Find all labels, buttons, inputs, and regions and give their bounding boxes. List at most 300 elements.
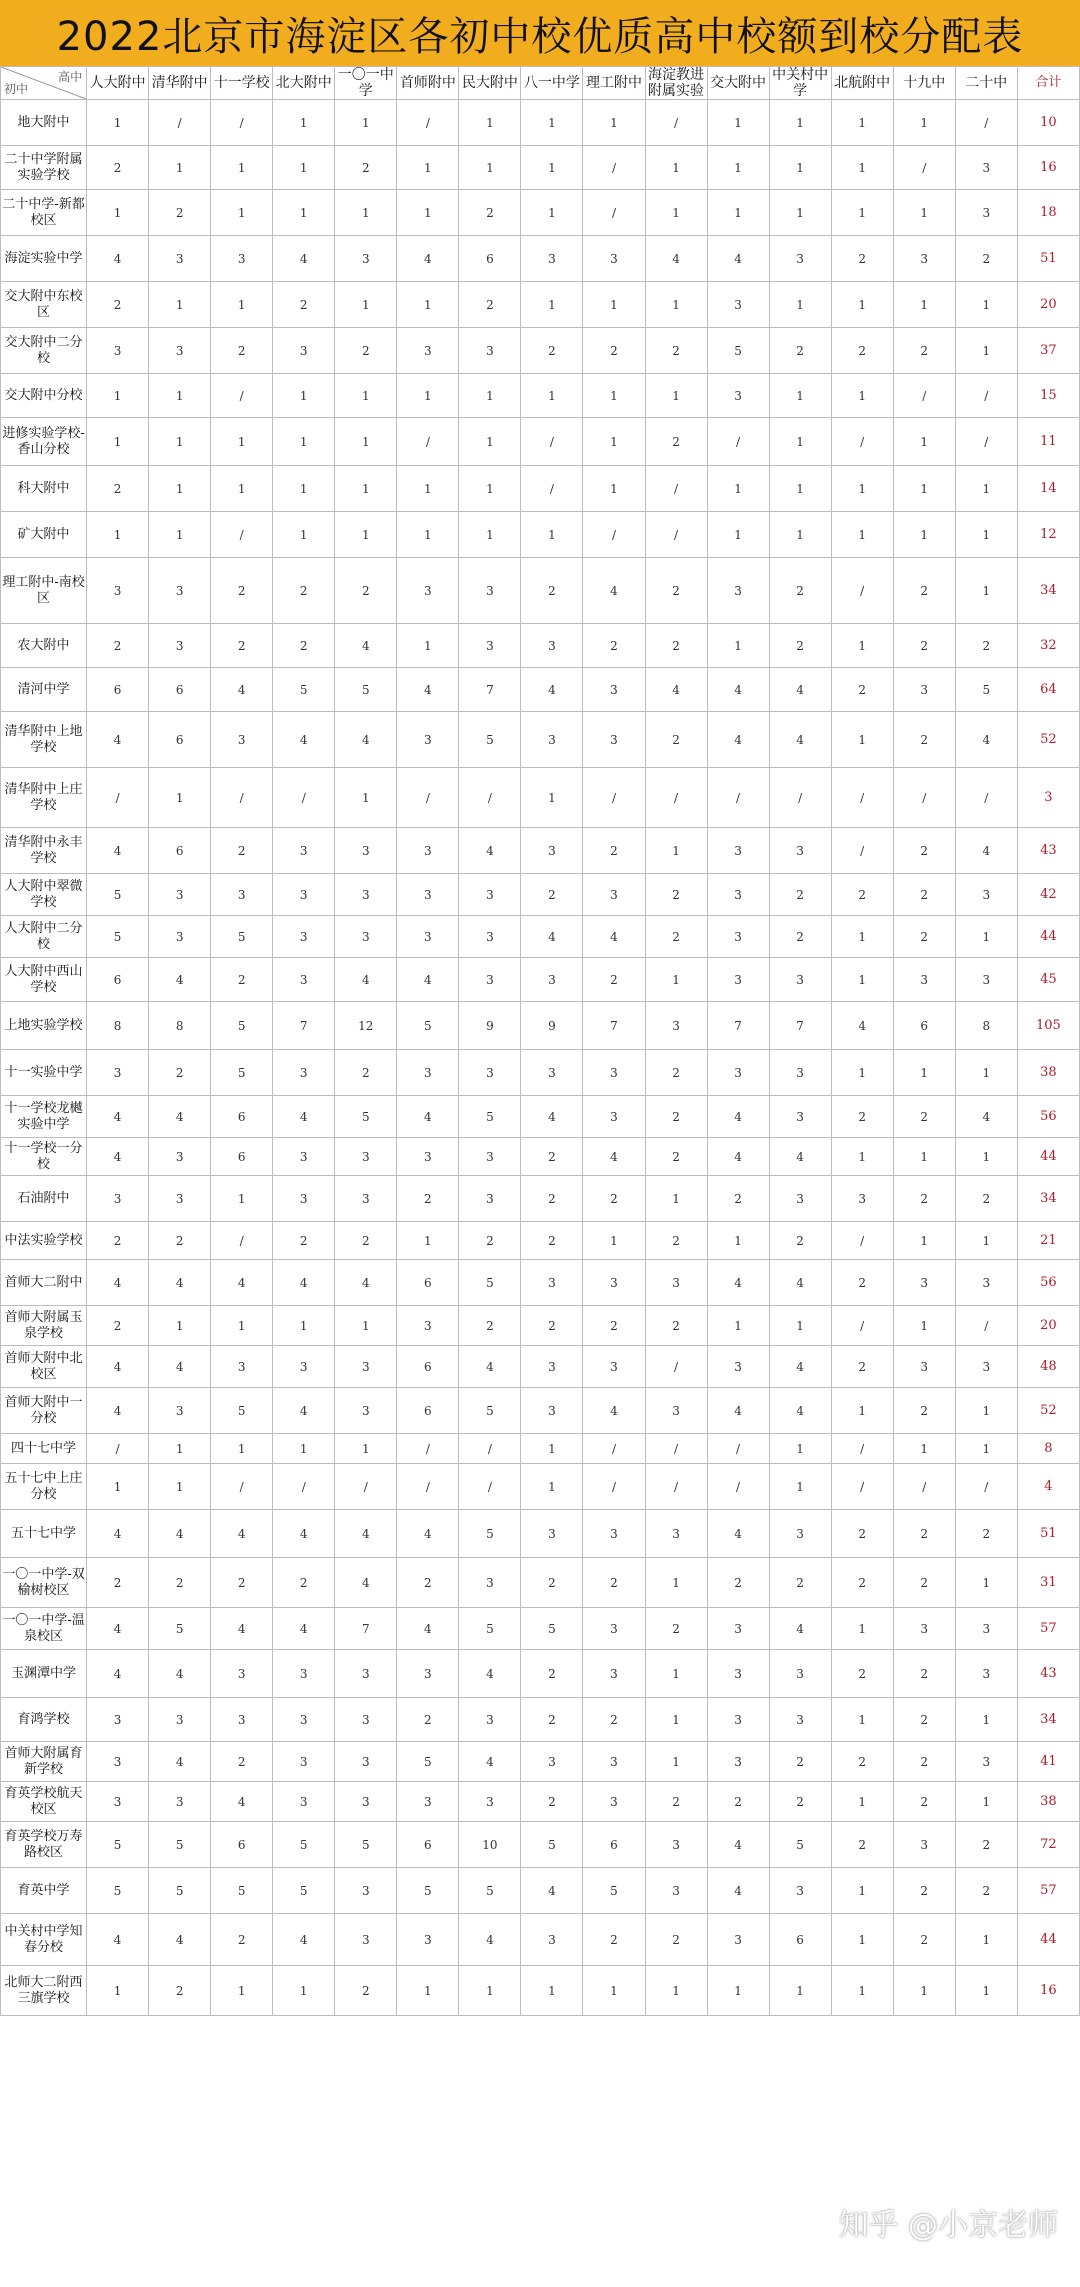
quota-cell: 3 [397,712,459,768]
corner-top-label: 高中 [58,70,83,84]
quota-cell: 2 [459,1222,521,1260]
column-header-total: 合计 [1017,67,1079,100]
quota-cell: 1 [707,100,769,146]
quota-cell: 1 [397,374,459,418]
quota-cell: 8 [87,1002,149,1050]
quota-cell: 2 [211,328,273,374]
quota-cell: 1 [397,190,459,236]
quota-cell: / [211,768,273,828]
quota-cell: 1 [831,1868,893,1914]
quota-cell: 4 [707,1388,769,1434]
quota-cell: 6 [769,1914,831,1966]
quota-cell: 1 [893,1966,955,2016]
table-row [1,190,1080,236]
table-row [1,768,1080,828]
quota-cell: 2 [893,1096,955,1138]
quota-cell: 3 [335,1742,397,1782]
quota-cell: 2 [521,328,583,374]
quota-cell: 2 [893,624,955,668]
quota-cell: / [397,100,459,146]
quota-cell: 4 [707,1510,769,1558]
quota-cell: 4 [769,1260,831,1306]
quota-cell: 2 [645,1222,707,1260]
quota-cell: 1 [893,1138,955,1176]
quota-cell: / [583,512,645,558]
quota-cell: 1 [335,1306,397,1346]
quota-cell: 2 [335,1222,397,1260]
quota-cell: 3 [149,1176,211,1222]
quota-cell: 5 [459,1388,521,1434]
quota-cell: 1 [769,374,831,418]
quota-cell: 3 [583,874,645,916]
school-name-cell: 育鸿学校 [1,1698,87,1742]
school-name-cell: 育英学校万寿路校区 [1,1822,87,1868]
school-name-cell: 交大附中二分校 [1,328,87,374]
quota-cell: 1 [769,1966,831,2016]
quota-cell: 4 [273,1510,335,1558]
quota-cell: / [397,768,459,828]
quota-cell: 4 [149,1510,211,1558]
school-name-cell: 理工附中-南校区 [1,558,87,624]
quota-cell: 4 [583,1388,645,1434]
quota-cell: 2 [521,1306,583,1346]
quota-cell: / [149,100,211,146]
quota-cell: 6 [87,668,149,712]
quota-cell: 3 [769,1096,831,1138]
quota-cell: 1 [335,374,397,418]
total-cell: 44 [1017,1914,1079,1966]
table-row [1,1388,1080,1434]
quota-cell: 2 [769,1782,831,1822]
quota-cell: 3 [583,1346,645,1388]
table-row [1,328,1080,374]
quota-cell: 3 [893,236,955,282]
quota-cell: / [645,466,707,512]
total-cell: 42 [1017,874,1079,916]
quota-cell: 3 [583,1510,645,1558]
quota-cell: 4 [149,1742,211,1782]
table-row [1,916,1080,958]
quota-cell: 2 [769,916,831,958]
total-cell: 10 [1017,100,1079,146]
table-row [1,1050,1080,1096]
table-row [1,712,1080,768]
quota-cell: 1 [893,190,955,236]
quota-cell: 1 [831,146,893,190]
quota-cell: 1 [955,1388,1017,1434]
school-name-cell: 一〇一中学-温泉校区 [1,1608,87,1650]
school-name-cell: 清华附中永丰学校 [1,828,87,874]
quota-cell: 4 [397,236,459,282]
watermark: 知乎 @小京老师 [838,2208,1058,2243]
quota-cell: / [831,768,893,828]
quota-cell: 1 [149,512,211,558]
quota-cell: 1 [397,624,459,668]
quota-cell: 1 [211,466,273,512]
quota-cell: 4 [211,1260,273,1306]
quota-cell: 3 [893,1260,955,1306]
quota-cell: 5 [273,668,335,712]
table-row [1,1966,1080,2016]
table-row [1,374,1080,418]
quota-cell: 2 [521,1650,583,1698]
table-row [1,1868,1080,1914]
quota-cell: 2 [645,1914,707,1966]
quota-cell: 1 [831,1388,893,1434]
quota-cell: 3 [459,328,521,374]
quota-cell: 3 [645,1388,707,1434]
quota-cell: 1 [211,1176,273,1222]
column-header: 一〇一中学 [335,67,397,100]
quota-cell: 2 [645,418,707,466]
table-row [1,1002,1080,1050]
quota-cell: 3 [459,1176,521,1222]
quota-cell: 3 [459,916,521,958]
school-name-cell: 育英学校航天校区 [1,1782,87,1822]
quota-cell: 6 [149,712,211,768]
quota-cell: 3 [459,624,521,668]
quota-cell: 3 [335,1698,397,1742]
quota-cell: 1 [645,374,707,418]
quota-cell: 3 [87,1782,149,1822]
school-name-cell: 人大附中西山学校 [1,958,87,1002]
quota-cell: 2 [769,558,831,624]
quota-cell: 3 [893,668,955,712]
quota-cell: 2 [87,1558,149,1608]
quota-cell: 3 [149,624,211,668]
quota-cell: 1 [707,1966,769,2016]
quota-cell: 3 [707,828,769,874]
quota-cell: 2 [149,1050,211,1096]
quota-cell: 2 [893,1650,955,1698]
total-cell: 4 [1017,1464,1079,1510]
quota-cell: 2 [645,624,707,668]
quota-cell: 2 [893,828,955,874]
total-cell: 43 [1017,828,1079,874]
quota-cell: 2 [521,874,583,916]
quota-cell: 8 [149,1002,211,1050]
school-name-cell: 首师大二附中 [1,1260,87,1306]
quota-cell: 2 [831,668,893,712]
quota-cell: 3 [893,958,955,1002]
table-row [1,1434,1080,1464]
quota-cell: 5 [521,1822,583,1868]
quota-cell: 4 [149,958,211,1002]
quota-cell: / [645,768,707,828]
quota-cell: 1 [335,282,397,328]
quota-cell: 4 [769,1346,831,1388]
quota-cell: 3 [583,1260,645,1306]
quota-cell: 1 [335,418,397,466]
quota-cell: / [831,558,893,624]
quota-cell: 1 [893,512,955,558]
quota-cell: 3 [397,328,459,374]
quota-cell: 2 [893,916,955,958]
quota-cell: 2 [521,1782,583,1822]
quota-cell: / [831,1222,893,1260]
quota-cell: 1 [583,466,645,512]
table-row [1,1260,1080,1306]
quota-cell: 1 [459,1966,521,2016]
column-header: 八一中学 [521,67,583,100]
quota-cell: 1 [831,100,893,146]
quota-cell: 1 [459,146,521,190]
quota-cell: 5 [149,1608,211,1650]
quota-cell: 1 [707,1306,769,1346]
quota-cell: 4 [211,1510,273,1558]
quota-cell: 4 [273,1096,335,1138]
quota-cell: 1 [87,418,149,466]
quota-cell: / [893,768,955,828]
quota-cell: 2 [211,1914,273,1966]
quota-cell: 3 [149,916,211,958]
quota-cell: / [831,1306,893,1346]
quota-cell: 2 [769,874,831,916]
quota-cell: 4 [211,1608,273,1650]
quota-cell: 2 [273,1558,335,1608]
quota-cell: / [335,1464,397,1510]
quota-cell: / [273,768,335,828]
quota-cell: 2 [335,1050,397,1096]
quota-cell: 2 [955,624,1017,668]
quota-cell: 1 [149,1434,211,1464]
quota-cell: 3 [397,558,459,624]
quota-cell: 5 [459,712,521,768]
quota-cell: 1 [459,374,521,418]
quota-cell: / [831,1434,893,1464]
total-cell: 34 [1017,1698,1079,1742]
school-name-cell: 首师大附属玉泉学校 [1,1306,87,1346]
quota-cell: 2 [831,874,893,916]
school-name-cell: 育英中学 [1,1868,87,1914]
quota-cell: 1 [955,558,1017,624]
quota-cell: 2 [831,1510,893,1558]
quota-cell: 1 [521,1966,583,2016]
quota-cell: 4 [769,668,831,712]
school-name-cell: 四十七中学 [1,1434,87,1464]
quota-cell: 4 [149,1346,211,1388]
quota-cell: 9 [521,1002,583,1050]
school-name-cell: 清河中学 [1,668,87,712]
table-row [1,1138,1080,1176]
quota-cell: 2 [893,328,955,374]
quota-cell: 2 [87,466,149,512]
quota-cell: 4 [211,668,273,712]
quota-cell: 1 [707,146,769,190]
quota-cell: 3 [459,1698,521,1742]
quota-cell: 2 [397,1176,459,1222]
school-name-cell: 首师大附属育新学校 [1,1742,87,1782]
quota-cell: 1 [149,282,211,328]
school-name-cell: 中关村中学知春分校 [1,1914,87,1966]
quota-cell: / [707,418,769,466]
quota-cell: 7 [335,1608,397,1650]
school-name-cell: 农大附中 [1,624,87,668]
quota-cell: 4 [769,1388,831,1434]
quota-cell: 6 [211,1138,273,1176]
quota-cell: 2 [955,236,1017,282]
quota-cell: 6 [149,668,211,712]
quota-cell: 3 [149,328,211,374]
quota-cell: 1 [893,1222,955,1260]
quota-cell: 2 [645,874,707,916]
quota-cell: 3 [273,916,335,958]
table-row [1,1914,1080,1966]
quota-cell: 2 [583,624,645,668]
quota-cell: 4 [87,1510,149,1558]
quota-cell: 5 [459,1510,521,1558]
quota-cell: 3 [645,1002,707,1050]
total-cell: 14 [1017,466,1079,512]
quota-cell: 2 [893,1782,955,1822]
quota-cell: 1 [955,1434,1017,1464]
school-name-cell: 地大附中 [1,100,87,146]
total-cell: 51 [1017,1510,1079,1558]
quota-cell: 3 [707,558,769,624]
quota-cell: 4 [87,712,149,768]
quota-cell: 1 [831,624,893,668]
quota-cell: 4 [87,1608,149,1650]
quota-cell: 3 [707,1914,769,1966]
quota-cell: 3 [149,874,211,916]
quota-cell: 4 [335,712,397,768]
quota-cell: 3 [459,1782,521,1822]
quota-cell: 3 [459,874,521,916]
school-name-cell: 海淀实验中学 [1,236,87,282]
quota-cell: 4 [707,236,769,282]
quota-cell: 3 [459,1558,521,1608]
quota-cell: 2 [893,1698,955,1742]
quota-cell: 4 [397,1096,459,1138]
quota-cell: 3 [335,1914,397,1966]
quota-cell: 6 [893,1002,955,1050]
quota-cell: 2 [707,1558,769,1608]
column-header: 人大附中 [87,67,149,100]
quota-cell: / [707,1434,769,1464]
quota-cell: 1 [335,1434,397,1464]
quota-cell: 3 [521,1346,583,1388]
total-cell: 56 [1017,1260,1079,1306]
quota-cell: 3 [769,236,831,282]
total-cell: 44 [1017,1138,1079,1176]
quota-cell: 5 [397,1868,459,1914]
total-cell: 51 [1017,236,1079,282]
quota-cell: 5 [335,668,397,712]
quota-cell: 3 [645,1868,707,1914]
quota-cell: 1 [273,418,335,466]
quota-cell: 1 [645,1698,707,1742]
quota-cell: 3 [397,1650,459,1698]
quota-cell: 3 [149,1782,211,1822]
quota-cell: / [955,1464,1017,1510]
quota-cell: 3 [583,1742,645,1782]
quota-cell: 4 [273,1260,335,1306]
table-row [1,1742,1080,1782]
school-name-cell: 交大附中东校区 [1,282,87,328]
quota-cell: 4 [707,1138,769,1176]
table-row [1,1698,1080,1742]
quota-cell: 1 [459,100,521,146]
quota-cell: 3 [645,1510,707,1558]
quota-cell: 2 [335,328,397,374]
quota-cell: 2 [87,1306,149,1346]
quota-cell: 4 [273,1608,335,1650]
quota-cell: 4 [273,1914,335,1966]
quota-cell: 1 [149,1306,211,1346]
school-name-cell: 二十中学-新都校区 [1,190,87,236]
quota-cell: 7 [769,1002,831,1050]
quota-cell: 1 [769,146,831,190]
table-row [1,958,1080,1002]
quota-cell: 1 [955,1222,1017,1260]
table-row [1,100,1080,146]
quota-cell: 3 [955,1346,1017,1388]
quota-cell: 4 [707,712,769,768]
quota-cell: 5 [211,1002,273,1050]
quota-cell: 1 [211,1306,273,1346]
quota-cell: 1 [769,418,831,466]
quota-cell: 8 [955,1002,1017,1050]
quota-cell: 3 [335,1138,397,1176]
quota-cell: 3 [583,712,645,768]
quota-cell: 3 [335,916,397,958]
table-header-row [1,67,1080,100]
quota-cell: 1 [87,1464,149,1510]
quota-cell: 2 [645,1096,707,1138]
quota-cell: 3 [583,668,645,712]
quota-cell: / [769,768,831,828]
quota-cell: 2 [583,1306,645,1346]
quota-cell: 3 [955,874,1017,916]
quota-cell: 4 [87,1096,149,1138]
quota-cell: 2 [273,282,335,328]
quota-cell: 2 [521,1138,583,1176]
quota-cell: 2 [583,1698,645,1742]
quota-cell: 2 [521,558,583,624]
quota-cell: 2 [769,1558,831,1608]
quota-cell: 3 [211,1650,273,1698]
quota-cell: / [211,512,273,558]
quota-cell: 1 [273,512,335,558]
quota-cell: 1 [521,282,583,328]
table-row [1,282,1080,328]
quota-cell: 4 [459,1742,521,1782]
table-row [1,146,1080,190]
quota-cell: / [955,768,1017,828]
quota-cell: 2 [583,1914,645,1966]
quota-cell: 5 [769,1822,831,1868]
quota-cell: 2 [893,558,955,624]
quota-cell: 3 [149,1138,211,1176]
quota-cell: 3 [583,1608,645,1650]
quota-cell: 2 [583,1558,645,1608]
table-row [1,1510,1080,1558]
quota-cell: 1 [645,1650,707,1698]
quota-cell: 2 [831,236,893,282]
quota-cell: 1 [211,1434,273,1464]
quota-cell: / [87,1434,149,1464]
table-row [1,1558,1080,1608]
quota-cell: 1 [397,1222,459,1260]
quota-cell: 1 [87,374,149,418]
quota-cell: 3 [397,1914,459,1966]
quota-cell: 5 [459,1868,521,1914]
quota-cell: 4 [149,1260,211,1306]
quota-cell: 2 [149,1222,211,1260]
quota-cell: 4 [335,958,397,1002]
quota-cell: 1 [831,916,893,958]
quota-cell: 4 [149,1650,211,1698]
